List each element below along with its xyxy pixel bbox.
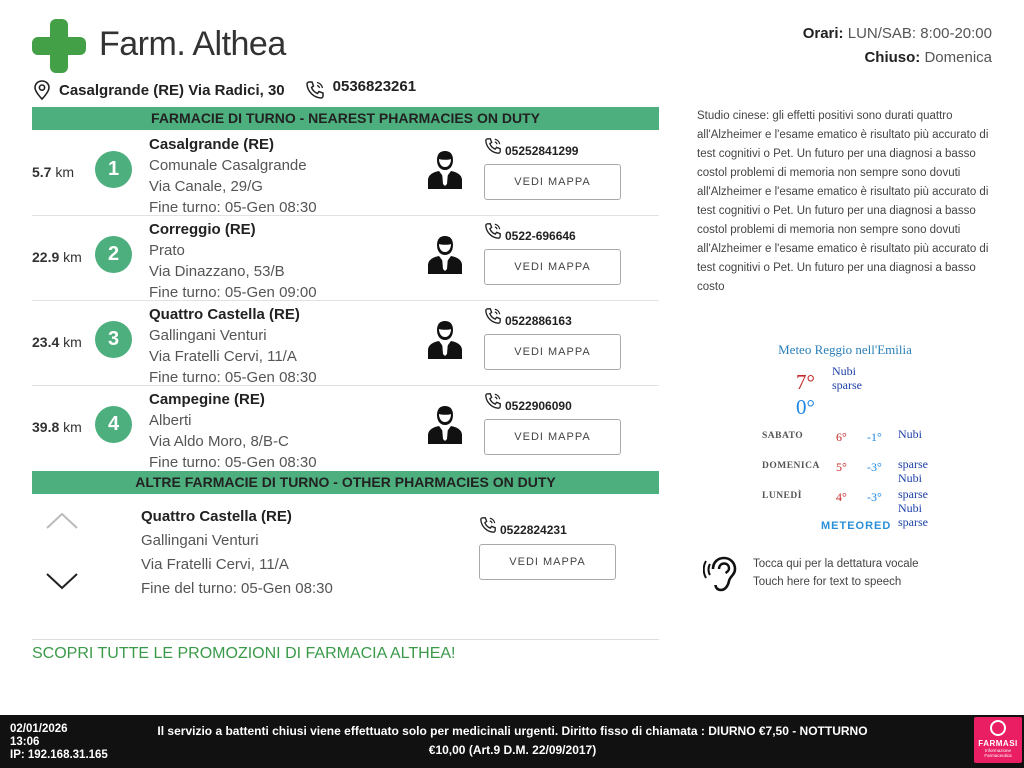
pharmacy-info: Correggio (RE) Prato Via Dinazzano, 53/B Fine turno: 05-Gen 09:00 xyxy=(149,221,317,301)
chevron-down-icon[interactable] xyxy=(46,572,78,590)
phone-icon xyxy=(484,137,502,155)
pharmacy-cross-logo xyxy=(32,19,86,73)
pharmacist-icon xyxy=(426,319,464,359)
text-to-speech-button[interactable] xyxy=(703,555,919,593)
phone-icon xyxy=(484,392,502,410)
nearest-pharmacies-list xyxy=(32,131,659,471)
rank-badge: 1 xyxy=(95,151,132,188)
view-map-button[interactable]: VEDI MAPPA xyxy=(484,334,621,370)
today-max-temp: 7° xyxy=(796,370,815,394)
forecast-min: -3° xyxy=(867,490,882,504)
forecast-max: 6° xyxy=(836,430,847,444)
cloudy-icon: sparse Nubi sparse xyxy=(898,487,928,529)
pharmacy-phone: 0522824231 xyxy=(479,516,567,534)
view-map-button[interactable]: VEDI MAPPA xyxy=(484,249,621,285)
forecast-day: LUNEDÌ xyxy=(762,491,802,501)
today-min-temp: 0° xyxy=(796,395,815,419)
pharmacy-info: Casalgrande (RE) Comunale Casalgrande Via Canale, 29/G Fine turno: 05-Gen 08:30 xyxy=(149,136,317,216)
pharmacy-row xyxy=(32,216,659,301)
phone-icon xyxy=(484,222,502,240)
pharmacy-address: Casalgrande (RE) Via Radici, 30 xyxy=(59,81,285,99)
rank-badge: 3 xyxy=(95,321,132,358)
pharmacy-phone: 0536823261 xyxy=(305,80,416,100)
footer-bar xyxy=(0,715,1024,768)
forecast-min: -3° xyxy=(867,460,882,474)
meteored-logo[interactable]: METEORED xyxy=(821,520,892,532)
pharmacy-row xyxy=(32,131,659,216)
cloudy-icon: sparse Nubi xyxy=(898,457,928,485)
view-map-button[interactable]: VEDI MAPPA xyxy=(479,544,616,580)
pharmacy-info: Quattro Castella (RE) Gallingani Venturi Via Fratelli Cervi, 11/A Fine del turno: 05-Gen 08:30 xyxy=(141,508,333,597)
pharmacy-phone: 05252841299 xyxy=(484,137,578,155)
news-ticker: Studio cinese: gli effetti positivi sono durati quattro all'Alzheimer e l'esame ematico è risultato più accurato di test cognitivi o Pet. Un futuro per una diagnosi a basso costol problemi di memoria non sempre sono dovuti all'Alzheimer e l'esame ematico è risultato più accurato di test cognitivi o Pet. Un futuro per una diagnosi a basso costol problemi di memoria non sempre sono dovuti all'Alzheimer e l'esame ematico è risultato più accurato di test cognitivi o Pet. Un futuro per una diagnosi a basso costo xyxy=(697,110,989,293)
tts-label-it: Tocca qui per la dettatura vocale xyxy=(753,558,919,570)
rank-badge: 4 xyxy=(95,406,132,443)
address-row xyxy=(33,78,416,102)
view-map-button[interactable]: VEDI MAPPA xyxy=(484,419,621,455)
nearest-pharmacies-heading: FARMACIE DI TURNO - NEAREST PHARMACIES ON DUTY xyxy=(32,107,659,130)
promotions-link[interactable]: SCOPRI TUTTE LE PROMOZIONI DI FARMACIA ALTHEA! xyxy=(32,645,456,662)
view-map-button[interactable]: VEDI MAPPA xyxy=(484,164,621,200)
phone-icon xyxy=(484,307,502,325)
farmasi-logo: FARMASI Informazione Farmaceutica xyxy=(974,717,1022,763)
distance: 5.7 km xyxy=(32,164,75,180)
weather-widget[interactable] xyxy=(740,342,950,532)
pharmacy-phone: 0522-696646 xyxy=(484,222,576,240)
pharmacy-row xyxy=(32,386,659,471)
distance: 23.4 km xyxy=(32,334,82,350)
divider xyxy=(32,639,659,640)
distance: 22.9 km xyxy=(32,249,82,265)
pharmacist-icon xyxy=(426,149,464,189)
forecast-max: 5° xyxy=(836,460,847,474)
tts-label-en: Touch here for text to speech xyxy=(753,576,902,588)
chevron-up-icon[interactable] xyxy=(46,512,78,530)
phone-icon xyxy=(305,80,325,100)
phone-icon xyxy=(479,516,497,534)
forecast-max: 4° xyxy=(836,490,847,504)
other-pharmacy-carousel xyxy=(32,494,659,604)
night-service-notice: Il servizio a battenti chiusi viene effettuato solo per medicinali urgenti. Diritto fisso di chiamata : DIURNO €7,50 - NOTTURNO €10,00 (Art.9 D.M. 22/09/2017) xyxy=(157,724,868,757)
weather-title: Meteo Reggio nell'Emilia xyxy=(778,342,912,357)
ear-icon xyxy=(703,555,741,593)
cloudy-icon: Nubi sparse xyxy=(832,364,862,392)
forecast-min: -1° xyxy=(867,430,882,444)
distance: 39.8 km xyxy=(32,419,82,435)
pharmacy-info: Campegine (RE) Alberti Via Aldo Moro, 8/B-C Fine turno: 05-Gen 08:30 xyxy=(149,391,317,471)
other-pharmacies-heading: ALTRE FARMACIE DI TURNO - OTHER PHARMACIES ON DUTY xyxy=(32,471,659,494)
pharmacist-icon xyxy=(426,234,464,274)
system-info: 02/01/2026 13:06 IP: 192.168.31.165 xyxy=(10,723,108,761)
opening-hours: Orari: LUN/SAB: 8:00-20:00 Chiuso: Domenica xyxy=(802,25,992,66)
pharmacy-phone: 0522886163 xyxy=(484,307,572,325)
pharmacy-name: Farm. Althea xyxy=(99,25,286,63)
rank-badge: 2 xyxy=(95,236,132,273)
forecast-day: DOMENICA xyxy=(762,461,820,471)
pharmacy-phone: 0522906090 xyxy=(484,392,572,410)
pharmacy-info: Quattro Castella (RE) Gallingani Venturi Via Fratelli Cervi, 11/A Fine turno: 05-Gen 08:30 xyxy=(149,306,317,386)
pharmacy-row xyxy=(32,301,659,386)
pharmacist-icon xyxy=(426,404,464,444)
location-pin-icon xyxy=(33,80,51,100)
cloudy-icon: Nubi xyxy=(898,427,922,441)
forecast-day: SABATO xyxy=(762,431,804,441)
